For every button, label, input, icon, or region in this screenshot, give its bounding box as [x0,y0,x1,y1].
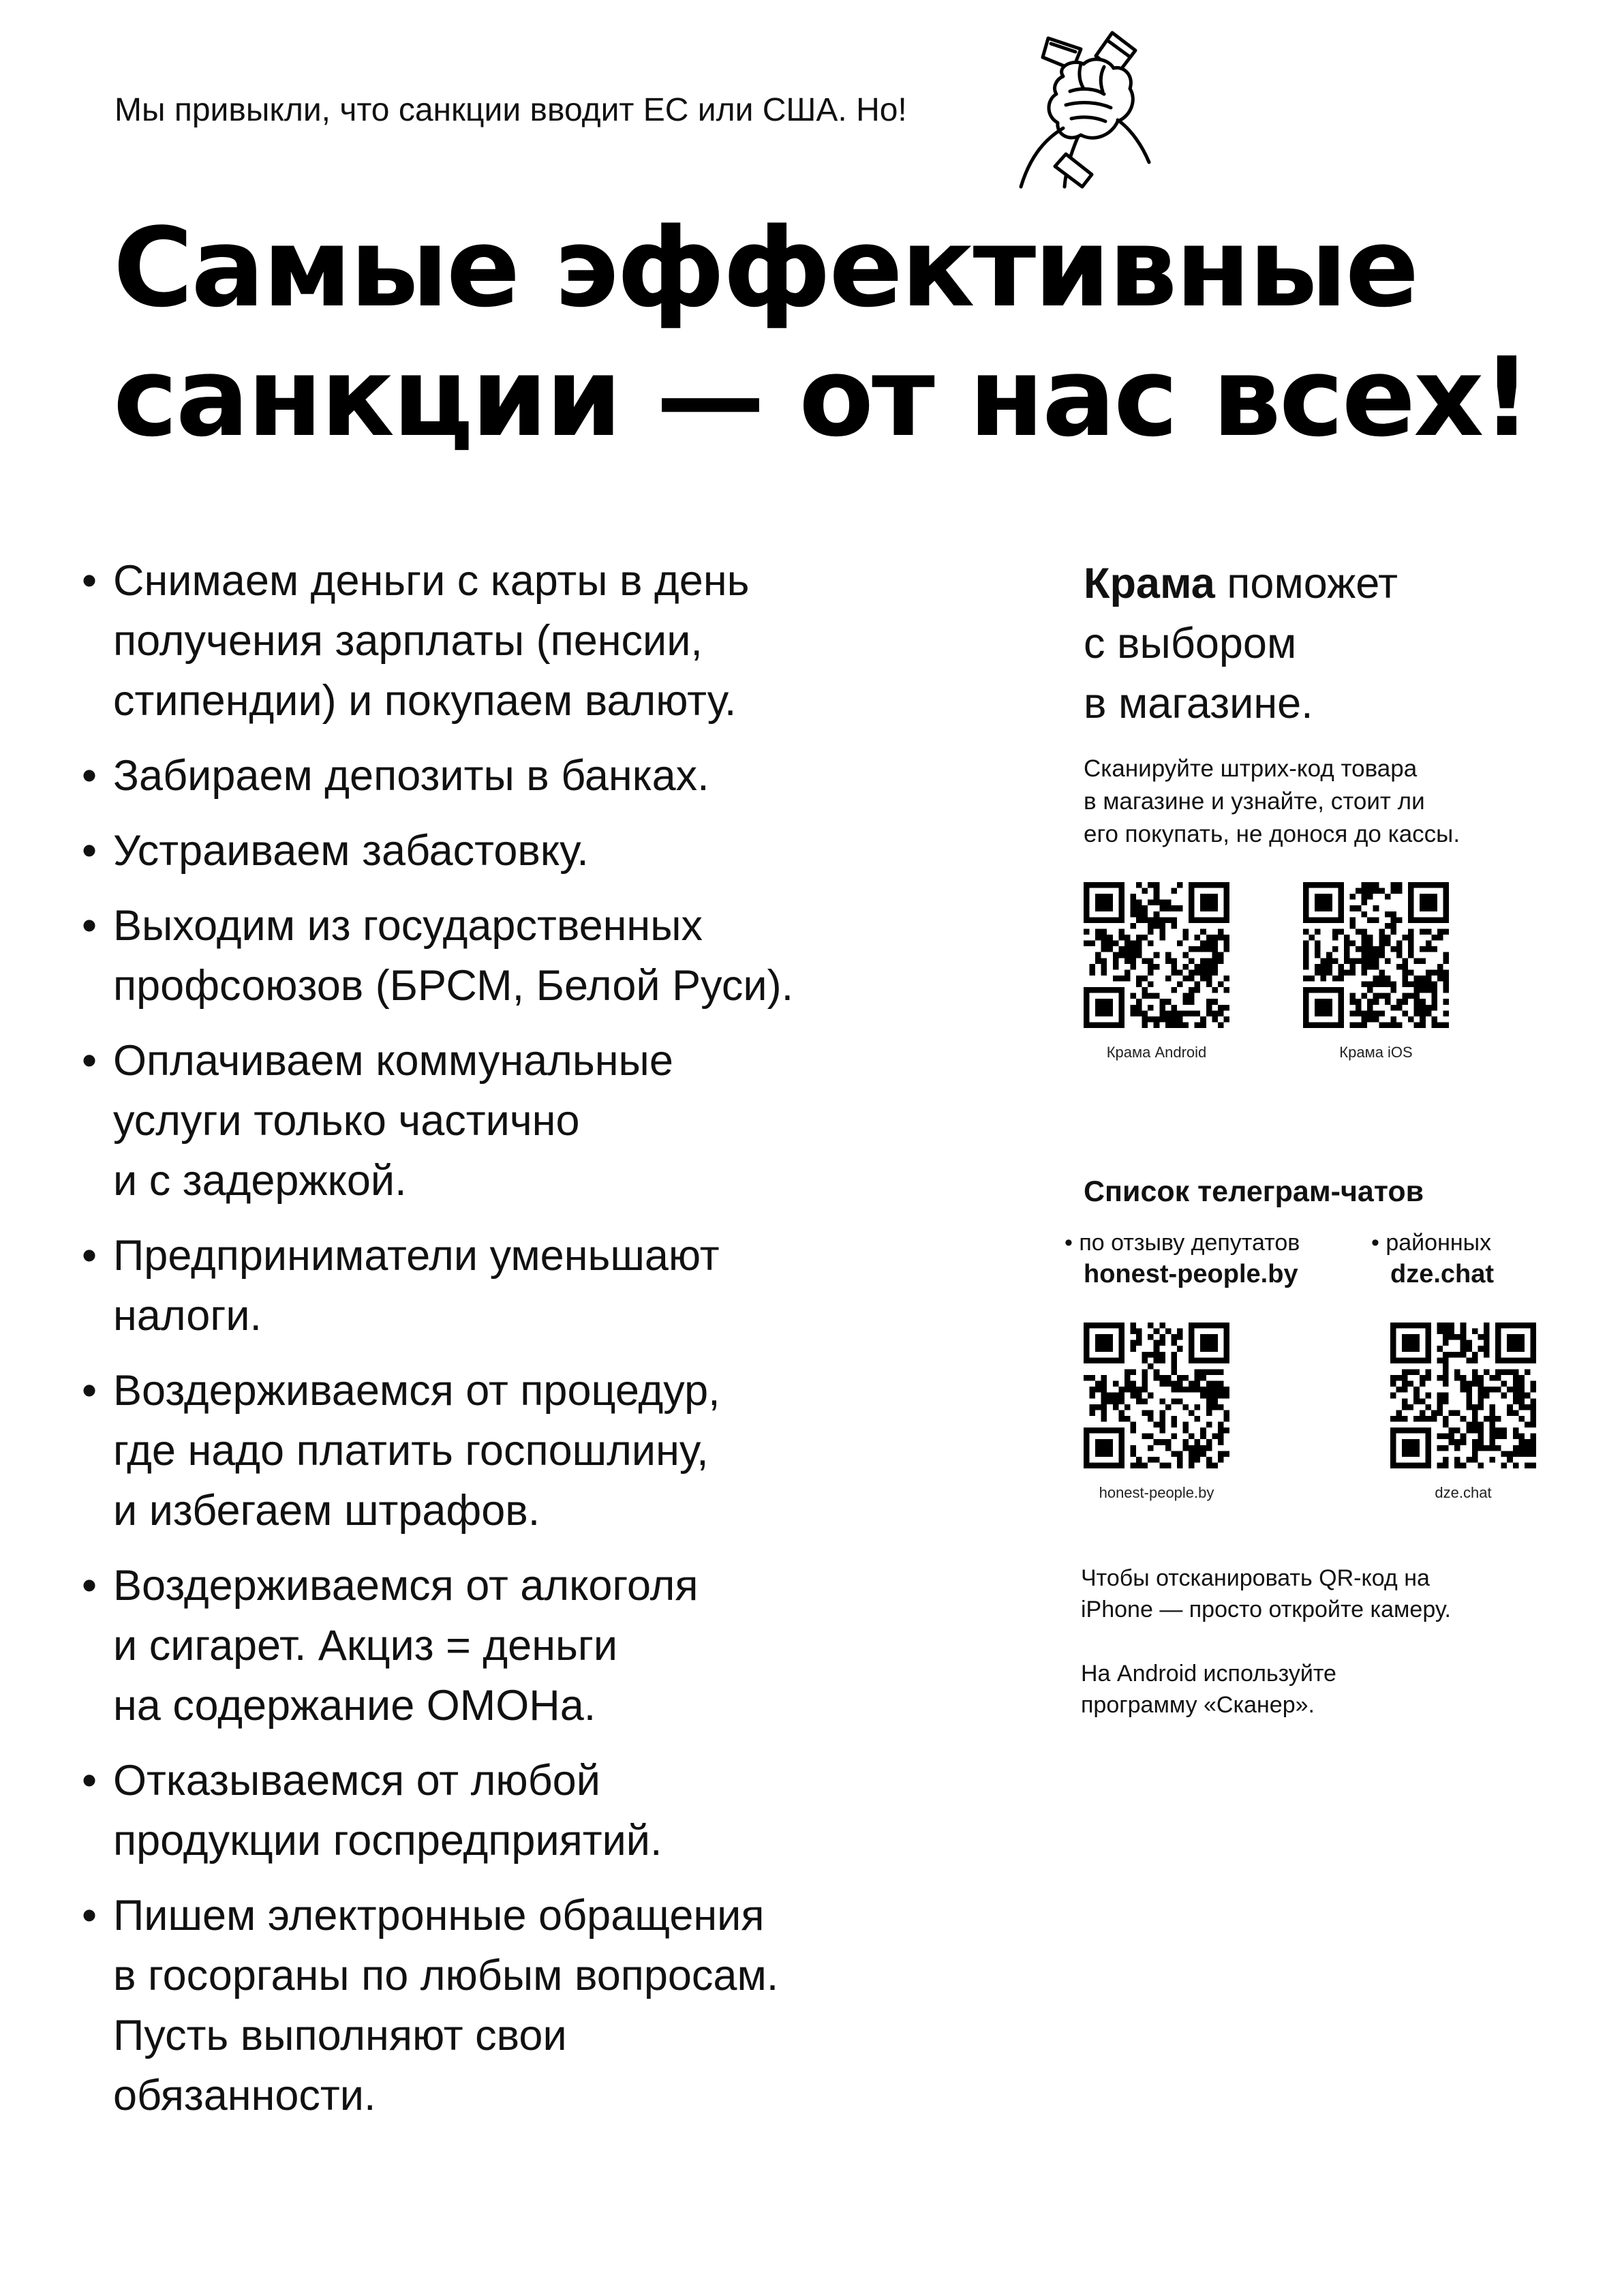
qr-block-dze-chat[interactable] [1390,1323,1536,1502]
list-item-text: Забираем депозиты в банках. [113,752,709,800]
list-item-text: Отказываемся от любой продукции госпредприятий. [113,1757,662,1864]
qr-caption: Крама Android [1106,1044,1207,1061]
list-item [75,1361,954,1541]
chats-title: Список телеграм-чатов [1084,1175,1424,1208]
bullet: • [82,1562,97,1610]
chats-qr-row [1084,1323,1536,1502]
bullet: • [82,752,97,800]
bullet: • [82,827,97,875]
krama-lead-text: поможет с выбором в магазине. [1084,560,1398,727]
qr-code-icon[interactable] [1084,1323,1229,1468]
krama-section [1084,554,1574,851]
chat-deputies [1065,1227,1300,1290]
headline-line-1: Самые эффективные [113,204,1418,331]
headline-line-2: санкции — от нас всех! [113,333,1530,461]
bullet: • [82,1367,97,1415]
chat-deputies-site[interactable]: honest-people.by [1084,1260,1298,1288]
krama-description: Сканируйте штрих-код товара в магазине и узнайте, стоит ли его покупать, не донося до кассы. [1084,755,1460,847]
qr-code-icon[interactable] [1390,1323,1536,1468]
list-item [75,746,954,806]
bullet: • [82,557,97,605]
fist-with-money-icon [1015,26,1152,190]
list-item [75,1556,954,1736]
intro-text: Мы привыкли, что санкции вводит ЕС или США. Но! [114,92,907,128]
krama-qr-row [1084,882,1449,1062]
list-item-text: Снимаем деньги с карты в день получения зарплаты (пенсии, стипендии) и покупаем валюту. [113,557,750,725]
chat-deputies-label: • по отзыву депутатов [1065,1230,1300,1256]
list-item [75,1031,954,1211]
list-item-text: Воздерживаемся от процедур, где надо платить госпошлину, и избегаем штрафов. [113,1367,720,1535]
krama-name: Крама [1084,560,1215,607]
list-item [75,1226,954,1346]
qr-caption: dze.chat [1435,1484,1492,1501]
qr-block-krama-android[interactable] [1084,882,1229,1062]
list-item-text: Воздерживаемся от алкоголя и сигарет. Акциз = деньги на содержание ОМОНа. [113,1562,699,1729]
chat-district-site[interactable]: dze.chat [1390,1260,1495,1288]
list-item-text: Предприниматели уменьшают налоги. [113,1232,720,1340]
qr-block-krama-ios[interactable] [1303,882,1449,1062]
chat-district [1371,1227,1494,1290]
chat-district-label: • районных [1371,1230,1492,1256]
qr-caption: honest-people.by [1099,1484,1214,1501]
krama-lead [1084,554,1574,734]
list-item [75,1886,954,2126]
qr-caption: Крама iOS [1339,1044,1413,1061]
scan-note-android: На Android используйте программу «Сканер». [1081,1661,1336,1718]
bullet: • [82,1037,97,1085]
list-item [75,896,954,1016]
bullet: • [82,1232,97,1280]
qr-block-honest-people[interactable] [1084,1323,1229,1502]
list-item-text: Устраиваем забастовку. [113,827,589,875]
list-item [75,821,954,881]
sanctions-list [75,551,954,2141]
list-item-text: Выходим из государственных профсоюзов (БРСМ, Белой Руси). [113,902,794,1010]
list-item-text: Оплачиваем коммунальные услуги только частично и с задержкой. [113,1037,673,1205]
qr-code-icon[interactable] [1303,882,1449,1028]
list-item-text: Пишем электронные обращения в госорганы по любым вопросам. Пусть выполняют свои обязанности. [113,1892,779,2119]
bullet: • [82,902,97,950]
headline [113,203,1529,462]
qr-code-icon[interactable] [1084,882,1229,1028]
scan-note-iphone: Чтобы отсканировать QR-код на iPhone — просто откройте камеру. [1081,1565,1451,1622]
bullet: • [82,1757,97,1804]
list-item [75,551,954,731]
bullet: • [82,1892,97,1939]
list-item [75,1751,954,1871]
